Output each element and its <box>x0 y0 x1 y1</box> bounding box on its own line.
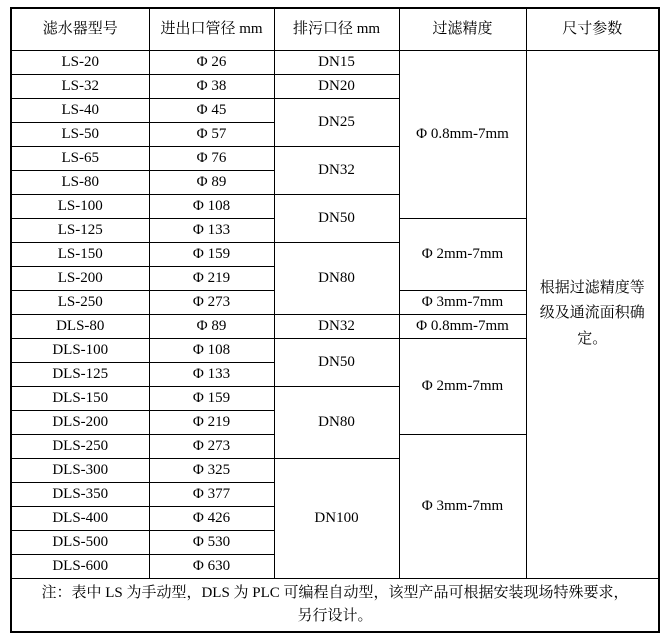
model-cell: DLS-500 <box>11 530 149 554</box>
column-header: 滤水器型号 <box>11 8 149 50</box>
drain-diameter-cell: DN50 <box>274 338 399 386</box>
precision-cell: Φ 2mm-7mm <box>399 218 526 290</box>
model-cell: LS-32 <box>11 74 149 98</box>
drain-diameter-cell: DN15 <box>274 50 399 74</box>
column-header: 进出口管径 mm <box>149 8 274 50</box>
drain-diameter-cell: DN50 <box>274 194 399 242</box>
model-cell: LS-65 <box>11 146 149 170</box>
table-row <box>11 50 659 74</box>
model-cell: LS-100 <box>11 194 149 218</box>
size-parameter-cell: 根据过滤精度等级及通流面积确定。 <box>526 50 659 578</box>
column-header: 过滤精度 <box>399 8 526 50</box>
header-row <box>11 8 659 50</box>
model-cell: DLS-80 <box>11 314 149 338</box>
note-line-2: 另行设计。 <box>297 607 373 624</box>
model-cell: DLS-600 <box>11 554 149 578</box>
note-cell <box>11 578 659 632</box>
model-cell: DLS-125 <box>11 362 149 386</box>
model-cell: DLS-150 <box>11 386 149 410</box>
pipe-diameter-cell: Φ 273 <box>149 290 274 314</box>
note-row <box>11 578 659 632</box>
spec-table <box>10 7 660 633</box>
model-cell: LS-50 <box>11 122 149 146</box>
model-cell: LS-150 <box>11 242 149 266</box>
pipe-diameter-cell: Φ 426 <box>149 506 274 530</box>
model-cell: LS-125 <box>11 218 149 242</box>
pipe-diameter-cell: Φ 57 <box>149 122 274 146</box>
pipe-diameter-cell: Φ 38 <box>149 74 274 98</box>
model-cell: LS-80 <box>11 170 149 194</box>
model-cell: DLS-200 <box>11 410 149 434</box>
pipe-diameter-cell: Φ 133 <box>149 362 274 386</box>
model-cell: LS-40 <box>11 98 149 122</box>
column-header: 排污口径 mm <box>274 8 399 50</box>
pipe-diameter-cell: Φ 108 <box>149 194 274 218</box>
pipe-diameter-cell: Φ 133 <box>149 218 274 242</box>
precision-cell: Φ 3mm-7mm <box>399 290 526 314</box>
model-cell: LS-250 <box>11 290 149 314</box>
drain-diameter-cell: DN32 <box>274 314 399 338</box>
pipe-diameter-cell: Φ 630 <box>149 554 274 578</box>
column-header: 尺寸参数 <box>526 8 659 50</box>
model-cell: DLS-300 <box>11 458 149 482</box>
pipe-diameter-cell: Φ 530 <box>149 530 274 554</box>
drain-diameter-cell: DN25 <box>274 98 399 146</box>
pipe-diameter-cell: Φ 325 <box>149 458 274 482</box>
model-cell: DLS-250 <box>11 434 149 458</box>
model-cell: DLS-100 <box>11 338 149 362</box>
pipe-diameter-cell: Φ 219 <box>149 410 274 434</box>
pipe-diameter-cell: Φ 159 <box>149 242 274 266</box>
pipe-diameter-cell: Φ 219 <box>149 266 274 290</box>
drain-diameter-cell: DN20 <box>274 74 399 98</box>
precision-cell: Φ 0.8mm-7mm <box>399 314 526 338</box>
drain-diameter-cell: DN32 <box>274 146 399 194</box>
precision-cell: Φ 2mm-7mm <box>399 338 526 434</box>
precision-cell: Φ 3mm-7mm <box>399 434 526 578</box>
drain-diameter-cell: DN80 <box>274 242 399 314</box>
pipe-diameter-cell: Φ 159 <box>149 386 274 410</box>
spec-table-body <box>11 50 659 578</box>
precision-cell: Φ 0.8mm-7mm <box>399 50 526 218</box>
pipe-diameter-cell: Φ 45 <box>149 98 274 122</box>
model-cell: DLS-400 <box>11 506 149 530</box>
pipe-diameter-cell: Φ 108 <box>149 338 274 362</box>
pipe-diameter-cell: Φ 76 <box>149 146 274 170</box>
pipe-diameter-cell: Φ 26 <box>149 50 274 74</box>
model-cell: DLS-350 <box>11 482 149 506</box>
model-cell: LS-20 <box>11 50 149 74</box>
pipe-diameter-cell: Φ 89 <box>149 170 274 194</box>
pipe-diameter-cell: Φ 377 <box>149 482 274 506</box>
drain-diameter-cell: DN100 <box>274 458 399 578</box>
note-line-1: 注：表中 LS 为手动型，DLS 为 PLC 可编程自动型，该型产品可根据安装现场特殊要求， <box>41 584 629 601</box>
model-cell: LS-200 <box>11 266 149 290</box>
pipe-diameter-cell: Φ 89 <box>149 314 274 338</box>
drain-diameter-cell: DN80 <box>274 386 399 458</box>
pipe-diameter-cell: Φ 273 <box>149 434 274 458</box>
